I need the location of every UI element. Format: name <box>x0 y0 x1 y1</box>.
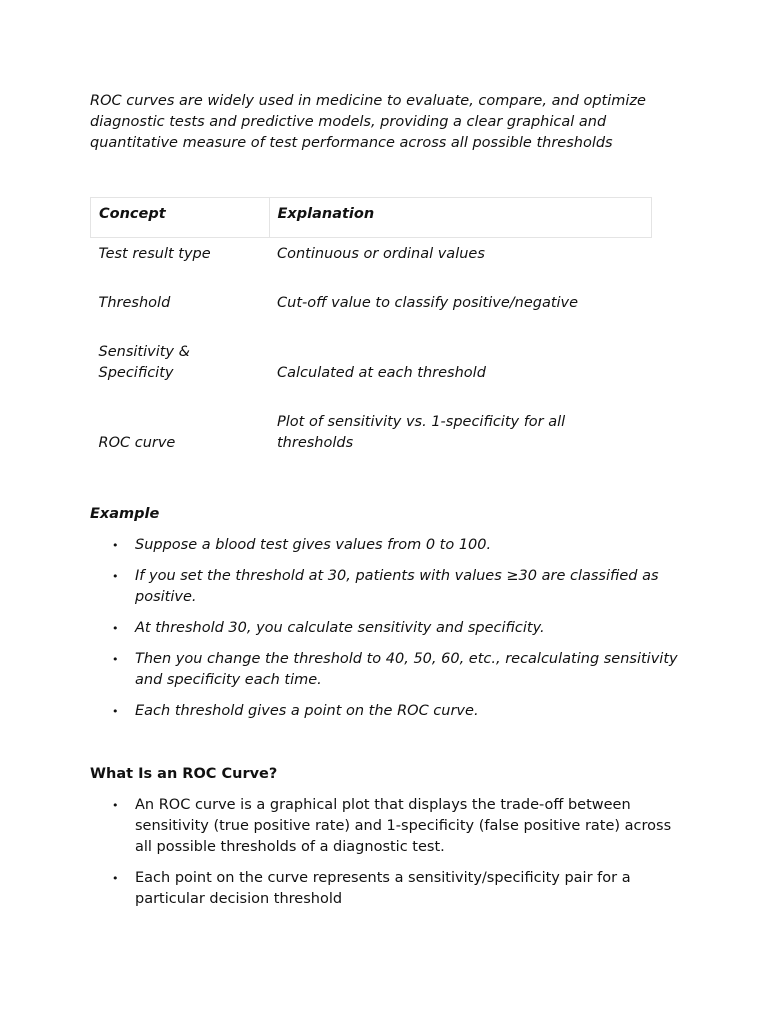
table-row <box>91 384 652 454</box>
table-cell-concept: Test result type <box>98 246 211 262</box>
list-item <box>90 795 680 858</box>
list-item-text: Each point on the curve represents a sensitivity/specificity pair for a particular decision threshold <box>135 870 631 907</box>
table-row <box>91 314 652 384</box>
table-header-concept: Concept <box>91 198 270 238</box>
list-item-text: At threshold 30, you calculate sensitivity and specificity. <box>135 620 545 636</box>
example-list <box>90 535 680 722</box>
table-row <box>91 265 652 314</box>
table-cell-concept: ROC curve <box>98 435 176 451</box>
table-cell-concept: Threshold <box>98 295 171 311</box>
list-item-text: An ROC curve is a graphical plot that displays the trade-off between sensitivity (true positive rate) and 1-specificity (false positive rate) across all possible thresholds of a diagnostic test. <box>135 797 672 855</box>
intro-paragraph: ROC curves are widely used in medicine to evaluate, compare, and optimize diagnostic tests and predictive models, providing a clear graphical and quantitative measure of test performance across all possible thresholds <box>90 93 646 151</box>
bullet-icon: • <box>112 705 119 718</box>
table-header-explanation: Explanation <box>269 198 652 238</box>
list-item-text: Then you change the threshold to 40, 50, 60, etc., recalculating sensitivity and specificity each time. <box>135 651 678 688</box>
table-cell-explanation: Cut-off value to classify positive/negative <box>277 295 579 311</box>
list-item <box>90 701 680 722</box>
list-item-text: Each threshold gives a point on the ROC curve. <box>135 703 479 719</box>
table-cell-concept: Sensitivity & Specificity <box>98 344 190 381</box>
list-item <box>90 868 680 910</box>
bullet-icon: • <box>112 622 119 635</box>
list-item-text: Suppose a blood test gives values from 0 to 100. <box>135 537 492 553</box>
roc-list <box>90 795 680 910</box>
example-heading: Example <box>90 506 160 522</box>
table-header-row <box>91 198 652 238</box>
table-cell-explanation: Plot of sensitivity vs. 1-specificity for all thresholds <box>277 414 566 451</box>
list-item <box>90 535 680 556</box>
table-cell-explanation: Calculated at each threshold <box>277 365 486 381</box>
document-page <box>90 91 680 910</box>
bullet-icon: • <box>112 570 119 583</box>
list-item <box>90 618 680 639</box>
bullet-icon: • <box>112 653 119 666</box>
bullet-icon: • <box>112 872 119 885</box>
roc-heading: What Is an ROC Curve? <box>90 766 278 782</box>
bullet-icon: • <box>112 799 119 812</box>
table-cell-explanation: Continuous or ordinal values <box>277 246 485 262</box>
list-item <box>90 566 680 608</box>
list-item-text: If you set the threshold at 30, patients with values ≥30 are classified as positive. <box>135 568 659 605</box>
table-row <box>91 238 652 266</box>
list-item <box>90 649 680 691</box>
bullet-icon: • <box>112 539 119 552</box>
concepts-table <box>90 197 652 454</box>
